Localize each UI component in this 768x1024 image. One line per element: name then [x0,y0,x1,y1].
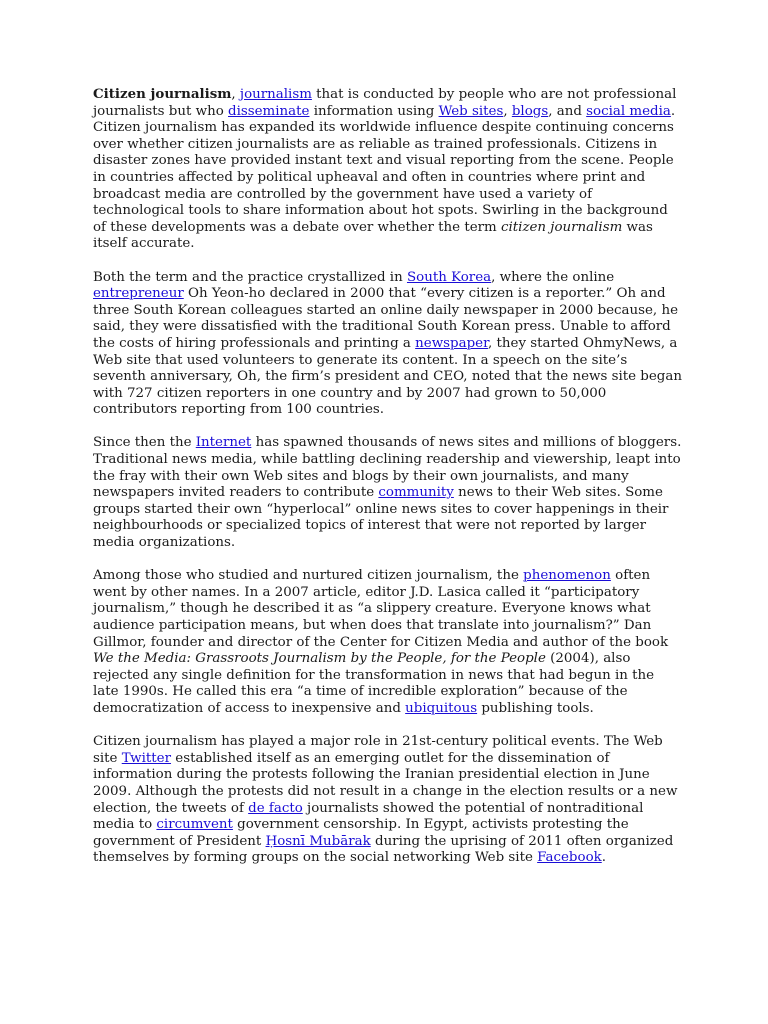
article-title-term: Citizen journalism [93,86,232,102]
link-internet[interactable]: Internet [195,435,252,451]
link-social-media[interactable]: social media [586,103,671,119]
link-de-facto[interactable]: de facto [248,800,303,816]
text: , [231,87,240,102]
text: established itself as an emerging outlet for the dissemination of information during the protests following the Iranian presidential election in June 2009. Although the protests did not result in a change in the election results or a new election, the tweets of [93,750,678,816]
link-web-sites[interactable]: Web sites [438,103,504,119]
link-circumvent[interactable]: circumvent [156,817,233,833]
paragraph-1 [93,86,683,253]
text: . Citizen journalism has expanded its worldwide influence despite continuing concerns over whether citizen journalists are as reliable as trained professionals. Citizens in disaster zones have provided instant text and visual reporting from the scene. People in countries affected by political upheaval and often in countries where print and broadcast media are controlled by the government have used a variety of technological tools to share information about hot spots. Swirling in the background of these developments was a debate over whether the term [93,103,676,235]
paragraph-3 [93,435,683,551]
text: was itself accurate. [93,219,653,252]
emphasis: citizen journalism [501,219,623,235]
link-disseminate[interactable]: disseminate [228,103,310,119]
paragraph-2 [93,270,683,419]
link-newspaper[interactable]: newspaper [415,335,489,351]
text: , and [548,103,587,119]
link-hosni-mubarak[interactable]: Ḥosnī Mubārak [265,833,371,849]
text: Oh Yeon-ho declared in 2000 that “every citizen is a reporter.” Oh and three South Korean colleagues started an online daily newspaper in 2000 because, he said, they were dissatisfied with the traditional South Korean press. Unable to afford the costs of hiring professionals and printing a [93,286,678,351]
paragraph-5 [93,734,683,867]
text: . [601,850,607,866]
text: , they started OhmyNews, a Web site that used volunteers to generate its content. In a speech on the site’s seventh anniversary, Oh, the firm’s president and CEO, noted that the news site began with 727 citizen reporters in one country and by 2007 had grown to 50,000 contributors reporting from 100 countries. [93,335,682,418]
text: that is conducted by people who are not professional journalists but who [93,87,677,119]
text: Citizen journalism has played a major role in 21st-century political events. The Web site [93,734,663,766]
link-ubiquitous[interactable]: ubiquitous [405,700,478,716]
link-phenomenon[interactable]: phenomenon [523,568,611,584]
link-twitter[interactable]: Twitter [121,750,172,766]
text: news to their Web sites. Some groups started their own “hyperlocal” online news sites to cover happenings in their neighbourhoods or specialized topics of interest that were not reported by larger media organizations. [93,485,669,551]
text: Among those who studied and nurtured citizen journalism, the [93,568,524,584]
paragraph-4 [93,568,683,717]
link-facebook[interactable]: Facebook [537,850,602,866]
link-entrepreneur[interactable]: entrepreneur [93,286,184,302]
article-body [93,86,683,884]
text: during the uprising of 2011 often organized themselves by forming groups on the social networking Web site [93,833,674,866]
text: journalists showed the potential of nontraditional media to [93,800,644,833]
link-community[interactable]: community [378,485,454,501]
link-blogs[interactable]: blogs [511,103,549,119]
link-journalism[interactable]: journalism [239,87,312,102]
text: publishing tools. [477,700,594,716]
text: , [503,103,512,119]
text: information using [309,103,439,119]
text: Both the term and the practice crystallized in [93,269,407,285]
text: often went by other names. In a 2007 article, editor J.D. Lasica called it “participatory journalism,” though he described it as “a slippery creature. Everyone knows what audience participation means, but when does that translate into journalism?” Dan Gillmor, founder and director of the Center for Citizen Media and author of the book [93,568,669,650]
text: , where the online [491,269,615,285]
link-south-korea[interactable]: South Korea [406,269,492,285]
book-title: We the Media: Grassroots Journalism by the People, for the People [93,651,546,667]
text: (2004), also rejected any single definition for the transformation in news that had begun in the late 1990s. He called this era “a time of incredible exploration” because of the democratization of access to inexpensive and [93,651,655,716]
text: Since then the [93,435,196,451]
text: government censorship. In Egypt, activists protesting the government of President [93,817,629,849]
text: has spawned thousands of news sites and millions of bloggers. Traditional news media, while battling declining readership and viewership, leapt into the fray with their own Web sites and blogs by their own journalists, and many newspapers invited readers to contribute [93,435,682,501]
